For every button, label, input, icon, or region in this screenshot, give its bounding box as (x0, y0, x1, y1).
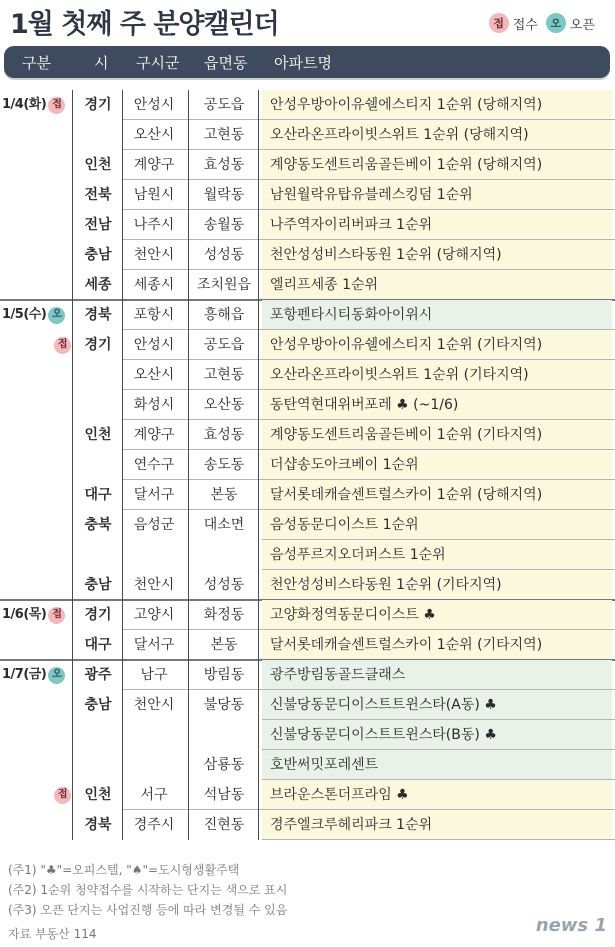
town-cell (192, 540, 256, 570)
apartment-name-cell: 안성우방아이유쉘에스티지 1순위 (당해지역) (262, 90, 612, 120)
town-cell: 대소면 (203, 517, 245, 533)
vline-province (122, 90, 123, 840)
town-cell: 오산동 (203, 397, 245, 413)
city-cell: 계양구 (133, 427, 175, 443)
table-row (0, 750, 615, 780)
receive-badge-icon: 접 (54, 337, 71, 354)
province-cell (76, 540, 120, 570)
apartment-name-cell: 오산라온프라이빗스위트 1순위 (당해지역) (262, 120, 612, 150)
date-cell (2, 450, 72, 480)
date-text: 1/4(화) (2, 97, 47, 112)
province-cell: 경북 (84, 817, 112, 833)
apartment-name-cell: 천안성성비스타동원 1순위 (기타지역) (262, 570, 612, 600)
town-cell: 삼룡동 (203, 757, 245, 773)
province-cell: 충남 (84, 697, 112, 713)
apartment-name-cell: 신불당동문디이스트트윈스타(B동) ♣ (262, 720, 612, 750)
town-cell: 고현동 (203, 367, 245, 383)
province-cell: 인천 (84, 427, 112, 443)
receive-label: 접수 (512, 17, 538, 33)
city-cell (124, 720, 184, 750)
province-cell: 충남 (84, 247, 112, 263)
province-cell: 전북 (84, 187, 112, 203)
header-province: 시 (94, 54, 109, 72)
apartment-name-cell: 동탄역현대위버포레 ♣ (~1/6) (262, 390, 612, 420)
date-cell (2, 540, 72, 570)
city-cell: 안성시 (133, 337, 175, 353)
city-cell: 경주시 (133, 817, 175, 833)
town-cell: 성성동 (203, 577, 245, 593)
city-cell: 연수구 (133, 457, 175, 473)
table-row (0, 150, 615, 180)
town-cell: 화정동 (203, 607, 245, 623)
apartment-name-cell: 달서롯데캐슬센트럴스카이 1순위 (당해지역) (262, 480, 612, 510)
apartment-name-cell: 포항펜타시티동화아이위시 (262, 300, 612, 330)
date-cell (2, 750, 72, 780)
city-cell: 남원시 (133, 187, 175, 203)
vline-date (72, 90, 73, 840)
city-cell: 포항시 (133, 307, 175, 323)
city-cell: 오산시 (133, 127, 175, 143)
table-row (0, 540, 615, 570)
row-divider (262, 839, 615, 840)
date-cell (2, 480, 72, 510)
footnote-3: (주3) 오픈 단지는 사업진행 등에 따라 변경될 수 있음 (8, 903, 288, 917)
receive-badge-icon: 접 (54, 787, 71, 804)
city-cell: 오산시 (133, 367, 175, 383)
city-cell (124, 750, 184, 780)
table-row (0, 660, 615, 690)
table-row (0, 450, 615, 480)
town-cell: 흥해읍 (203, 307, 245, 323)
province-cell (76, 360, 120, 390)
town-cell: 송월동 (203, 217, 245, 233)
city-cell: 화성시 (133, 397, 175, 413)
town-cell (192, 720, 256, 750)
open-badge-icon: 오 (48, 667, 65, 684)
table-row (0, 690, 615, 720)
apartment-name-cell: 천안성성비스타동원 1순위 (당해지역) (262, 240, 612, 270)
date-cell (2, 270, 72, 300)
city-cell: 서구 (140, 787, 168, 803)
table-row (0, 810, 615, 840)
table-row (0, 240, 615, 270)
header-city: 구시군 (136, 54, 180, 72)
province-cell: 경북 (84, 307, 112, 323)
date-cell (2, 690, 72, 720)
apartment-name-cell: 더샵송도아크베이 1순위 (262, 450, 612, 480)
table-row (0, 390, 615, 420)
apartment-name-cell: 남원월락유탑유블레스킹덤 1순위 (262, 180, 612, 210)
table-row (0, 360, 615, 390)
town-cell: 석남동 (203, 787, 245, 803)
vline-city (188, 90, 189, 840)
open-badge-icon: 오 (546, 13, 566, 33)
city-cell: 남구 (140, 667, 168, 683)
header-apartment: 아파트명 (274, 54, 332, 72)
apartment-name-cell: 오산라온프라이빗스위트 1순위 (기타지역) (262, 360, 612, 390)
apartment-name-cell: 경주엘크루헤리파크 1순위 (262, 810, 612, 840)
open-label: 오픈 (569, 17, 595, 33)
city-cell: 계양구 (133, 157, 175, 173)
table-row (0, 270, 615, 300)
province-cell: 세종 (84, 277, 112, 293)
date-text: 1/7(금) (2, 667, 47, 682)
city-cell: 천안시 (133, 577, 175, 593)
date-cell (2, 120, 72, 150)
province-cell: 경기 (84, 337, 112, 353)
town-cell: 본동 (210, 487, 238, 503)
date-cell (2, 570, 72, 600)
apartment-name-cell: 나주역자이리버파크 1순위 (262, 210, 612, 240)
date-cell (2, 810, 72, 840)
province-cell (76, 750, 120, 780)
apartment-name-cell: 고양화정역동문디이스트 ♣ (262, 600, 612, 630)
table-row (0, 300, 615, 330)
header-town: 읍면동 (204, 54, 248, 72)
apartment-name-cell: 음성푸르지오더퍼스트 1순위 (262, 540, 612, 570)
date-cell (2, 510, 72, 540)
province-cell (76, 390, 120, 420)
legend (489, 13, 603, 33)
town-cell: 공도읍 (203, 337, 245, 353)
town-cell: 고현동 (203, 127, 245, 143)
town-cell: 월락동 (203, 187, 245, 203)
city-cell: 세종시 (133, 277, 175, 293)
date-cell (2, 780, 72, 810)
news1-logo: news 1 (535, 915, 607, 936)
apartment-name-cell: 계양동도센트리움골든베이 1순위 (당해지역) (262, 150, 612, 180)
apartment-name-cell: 호반써밋포레센트 (262, 750, 612, 780)
province-cell: 충북 (84, 517, 112, 533)
date-cell (2, 630, 72, 660)
apartment-name-cell: 음성동문디이스트 1순위 (262, 510, 612, 540)
province-cell: 광주 (84, 667, 112, 683)
date-cell (2, 210, 72, 240)
town-cell: 성성동 (203, 247, 245, 263)
province-cell (76, 720, 120, 750)
vline-town (258, 90, 259, 840)
apartment-name-cell: 계양동도센트리움골든베이 1순위 (기타지역) (262, 420, 612, 450)
city-cell: 고양시 (133, 607, 175, 623)
town-cell: 진현동 (203, 817, 245, 833)
town-cell: 방림동 (203, 667, 245, 683)
date-cell (2, 600, 72, 630)
province-cell: 대구 (84, 637, 112, 653)
city-cell: 음성군 (133, 517, 175, 533)
city-cell: 천안시 (133, 247, 175, 263)
apartment-name-cell: 신불당동문디이스트트윈스타(A동) ♣ (262, 690, 612, 720)
city-cell: 달서구 (133, 637, 175, 653)
town-cell: 효성동 (203, 427, 245, 443)
table-row (0, 90, 615, 120)
apartment-name-cell: 엘리프세종 1순위 (262, 270, 612, 300)
date-cell (2, 330, 72, 360)
table-row (0, 480, 615, 510)
table-row (0, 330, 615, 360)
table-row (0, 780, 615, 810)
table-row (0, 510, 615, 540)
apartment-name-cell: 안성우방아이유쉘에스티지 1순위 (기타지역) (262, 330, 612, 360)
date-cell (2, 150, 72, 180)
table-header (4, 46, 610, 78)
date-cell (2, 720, 72, 750)
title-bar (0, 0, 615, 46)
source-text: 자료 부동산 114 (8, 927, 97, 941)
date-cell (2, 420, 72, 450)
table-row (0, 420, 615, 450)
province-cell: 인천 (84, 157, 112, 173)
town-cell: 불당동 (203, 697, 245, 713)
city-cell: 천안시 (133, 697, 175, 713)
table-row (0, 180, 615, 210)
province-cell: 인천 (84, 787, 112, 803)
footnotes (8, 860, 287, 920)
footnote-1: (주1) "♣"=오피스텔, "♠"=도시형생활주택 (8, 863, 240, 877)
date-text: 1/6(목) (2, 607, 47, 622)
apartment-name-cell: 광주방림동골드클래스 (262, 660, 612, 690)
table-row (0, 210, 615, 240)
footnote-2: (주2) 1순위 청약접수를 시작하는 단지는 색으로 표시 (8, 883, 288, 897)
table-row (0, 720, 615, 750)
header-category: 구분 (22, 54, 51, 72)
table-row (0, 600, 615, 630)
table-row (0, 120, 615, 150)
province-cell: 대구 (84, 487, 112, 503)
table-row (0, 570, 615, 600)
province-cell: 경기 (84, 607, 112, 623)
receive-badge-icon: 접 (489, 13, 509, 33)
town-cell: 본동 (210, 637, 238, 653)
town-cell: 조치원읍 (196, 277, 252, 293)
date-cell (2, 180, 72, 210)
town-cell: 공도읍 (203, 97, 245, 113)
apartment-name-cell: 달서롯데캐슬센트럴스카이 1순위 (기타지역) (262, 630, 612, 660)
page-title: 1월 첫째 주 분양캘린더 (10, 9, 279, 40)
town-cell: 효성동 (203, 157, 245, 173)
date-text: 1/5(수) (2, 307, 47, 322)
town-cell: 송도동 (203, 457, 245, 473)
province-cell: 전남 (84, 217, 112, 233)
table-row (0, 630, 615, 660)
date-cell (2, 660, 72, 690)
city-cell: 달서구 (133, 487, 175, 503)
date-cell (2, 390, 72, 420)
province-cell: 경기 (84, 97, 112, 113)
open-badge-icon: 오 (48, 307, 65, 324)
province-cell: 충남 (84, 577, 112, 593)
date-cell (2, 360, 72, 390)
date-cell (2, 90, 72, 120)
apartment-name-cell: 브라운스톤더프라임 ♣ (262, 780, 612, 810)
date-cell (2, 240, 72, 270)
province-cell (76, 120, 120, 150)
receive-badge-icon: 접 (48, 97, 65, 114)
city-cell: 안성시 (133, 97, 175, 113)
city-cell (124, 540, 184, 570)
date-cell (2, 300, 72, 330)
province-cell (76, 450, 120, 480)
city-cell: 나주시 (133, 217, 175, 233)
receive-badge-icon: 접 (48, 607, 65, 624)
